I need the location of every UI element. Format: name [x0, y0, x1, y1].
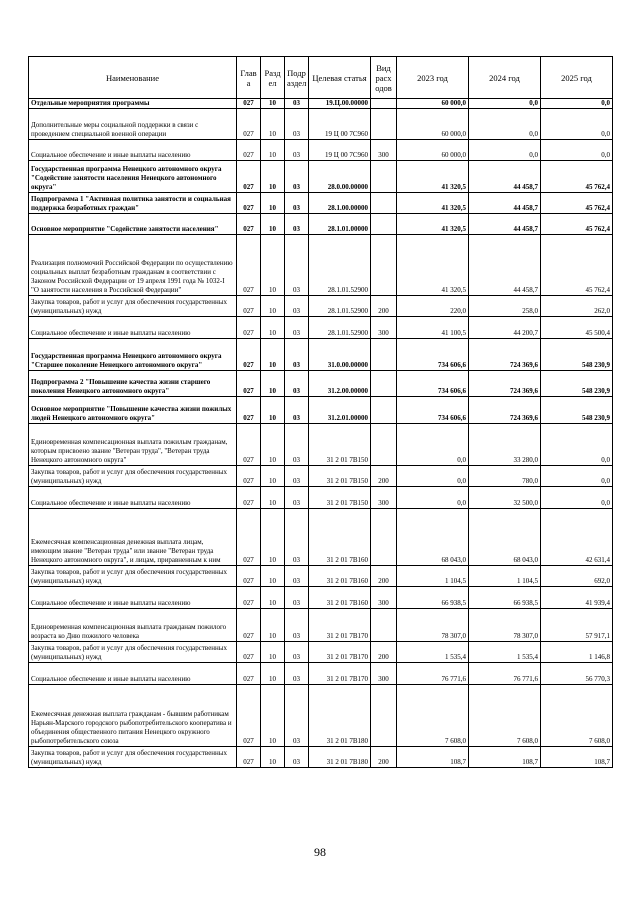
row-amount-2023-cell: 41 320,5	[397, 235, 469, 296]
row-amount-2024-cell: 33 280,0	[469, 424, 541, 466]
row-amount-2023-cell: 41 320,5	[397, 193, 469, 214]
row-target-article-cell: 28.1.01.52900	[309, 296, 371, 317]
row-subsection-cell: 03	[285, 317, 309, 339]
row-subsection-cell: 03	[285, 296, 309, 317]
row-target-article-cell: 31 2 01 7В170	[309, 609, 371, 642]
row-amount-2024-cell: 68 043,0	[469, 509, 541, 566]
row-expense-type-cell	[371, 161, 397, 193]
table-row	[29, 685, 613, 747]
row-amount-2025-cell: 45 762,4	[541, 193, 613, 214]
row-amount-2024-cell: 76 771,6	[469, 663, 541, 685]
row-name-cell: Отдельные мероприятия программы	[29, 99, 237, 109]
row-amount-2025-cell: 45 762,4	[541, 161, 613, 193]
row-name-cell: Социальное обеспечение и иные выплаты населению	[29, 663, 237, 685]
row-expense-type-cell	[371, 339, 397, 371]
row-section-cell: 10	[261, 487, 285, 509]
row-name-cell: Ежемесячная компенсационная денежная выплата лицам, имеющим звание "Ветеран труда" или звание "Ветеран труда Ненецкого автономного округа", и лицам, приравненным к ним	[29, 509, 237, 566]
row-subsection-cell: 03	[285, 642, 309, 663]
row-section-cell: 10	[261, 161, 285, 193]
row-subsection-cell: 03	[285, 140, 309, 161]
row-section-cell: 10	[261, 339, 285, 371]
row-target-article-cell: 31 2 01 7В160	[309, 587, 371, 609]
row-subsection-cell: 03	[285, 466, 309, 487]
row-amount-2023-cell: 60 000,0	[397, 109, 469, 140]
row-expense-type-cell: 300	[371, 487, 397, 509]
row-section-cell: 10	[261, 235, 285, 296]
row-amount-2023-cell: 734 606,6	[397, 339, 469, 371]
row-target-article-cell: 19 Ц 00 7С960	[309, 140, 371, 161]
row-subsection-cell: 03	[285, 663, 309, 685]
row-amount-2025-cell: 548 230,9	[541, 339, 613, 371]
row-amount-2023-cell: 7 608,0	[397, 685, 469, 747]
row-amount-2024-cell: 1 104,5	[469, 566, 541, 587]
row-amount-2024-cell: 7 608,0	[469, 685, 541, 747]
row-amount-2025-cell: 45 762,4	[541, 235, 613, 296]
header-glava: Глав а	[237, 57, 261, 99]
row-amount-2025-cell: 45 762,4	[541, 214, 613, 235]
row-amount-2025-cell: 45 500,4	[541, 317, 613, 339]
row-expense-type-cell: 200	[371, 566, 397, 587]
row-amount-2023-cell: 0,0	[397, 466, 469, 487]
table-row	[29, 161, 613, 193]
row-amount-2024-cell: 108,7	[469, 747, 541, 768]
table-row	[29, 642, 613, 663]
table-row	[29, 609, 613, 642]
row-section-cell: 10	[261, 642, 285, 663]
row-target-article-cell: 28.1.00.00000	[309, 193, 371, 214]
header-target-article: Целевая статья	[309, 57, 371, 99]
header-year-2023: 2023 год	[397, 57, 469, 99]
row-target-article-cell: 31.2.01.00000	[309, 397, 371, 424]
table-row	[29, 371, 613, 397]
row-target-article-cell: 19 Ц 00 7С960	[309, 109, 371, 140]
row-amount-2024-cell: 44 200,7	[469, 317, 541, 339]
row-target-article-cell: 19.Ц.00.00000	[309, 99, 371, 109]
row-expense-type-cell	[371, 99, 397, 109]
table-row	[29, 424, 613, 466]
row-name-cell: Единовременная компенсационная выплата гражданам пожилого возраста ко Дню пожилого человека	[29, 609, 237, 642]
row-target-article-cell: 31 2 01 7В170	[309, 642, 371, 663]
header-year-2024: 2024 год	[469, 57, 541, 99]
row-target-article-cell: 28.1.01.00000	[309, 214, 371, 235]
row-name-cell: Закупка товаров, работ и услуг для обеспечения государственных (муниципальных) нужд	[29, 642, 237, 663]
row-amount-2024-cell: 724 369,6	[469, 397, 541, 424]
row-amount-2025-cell: 0,0	[541, 424, 613, 466]
row-amount-2025-cell: 0,0	[541, 99, 613, 109]
row-amount-2025-cell: 0,0	[541, 487, 613, 509]
row-chapter-cell: 027	[237, 466, 261, 487]
row-name-cell: Реализация полномочий Российской Федерации по осуществлению социальных выплат безработным гражданам в соответствии с Законом Российской Федерации от 19 апреля 1991 года № 1032-I "О занятости населения в Российской Федерации"	[29, 235, 237, 296]
row-amount-2025-cell: 108,7	[541, 747, 613, 768]
row-expense-type-cell	[371, 509, 397, 566]
row-amount-2023-cell: 0,0	[397, 424, 469, 466]
row-chapter-cell: 027	[237, 161, 261, 193]
table-row	[29, 193, 613, 214]
row-section-cell: 10	[261, 317, 285, 339]
row-amount-2024-cell: 78 307,0	[469, 609, 541, 642]
row-section-cell: 10	[261, 109, 285, 140]
table-row	[29, 509, 613, 566]
row-expense-type-cell: 200	[371, 642, 397, 663]
row-section-cell: 10	[261, 663, 285, 685]
row-amount-2024-cell: 0,0	[469, 140, 541, 161]
row-amount-2025-cell: 262,0	[541, 296, 613, 317]
row-name-cell: Закупка товаров, работ и услуг для обеспечения государственных (муниципальных) нужд	[29, 466, 237, 487]
row-amount-2023-cell: 1 535,4	[397, 642, 469, 663]
row-amount-2025-cell: 57 917,1	[541, 609, 613, 642]
row-amount-2024-cell: 44 458,7	[469, 161, 541, 193]
row-section-cell: 10	[261, 99, 285, 109]
row-chapter-cell: 027	[237, 109, 261, 140]
table-row	[29, 747, 613, 768]
row-chapter-cell: 027	[237, 663, 261, 685]
row-chapter-cell: 027	[237, 296, 261, 317]
row-amount-2025-cell: 42 631,4	[541, 509, 613, 566]
row-amount-2024-cell: 32 500,0	[469, 487, 541, 509]
row-target-article-cell: 31 2 01 7В150	[309, 487, 371, 509]
row-subsection-cell: 03	[285, 109, 309, 140]
row-subsection-cell: 03	[285, 747, 309, 768]
row-amount-2024-cell: 44 458,7	[469, 235, 541, 296]
row-subsection-cell: 03	[285, 566, 309, 587]
row-subsection-cell: 03	[285, 509, 309, 566]
row-target-article-cell: 31 2 01 7В160	[309, 566, 371, 587]
row-chapter-cell: 027	[237, 371, 261, 397]
row-target-article-cell: 31.2.00.00000	[309, 371, 371, 397]
row-name-cell: Ежемесячная денежная выплата гражданам - бывшим работникам Нарьян-Марского городского рыбопотребительского кооператива и объединения общественного питания Ненецкого окружного рыбопотребительского союза	[29, 685, 237, 747]
row-name-cell: Единовременная компенсационная выплата пожилым гражданам, которым присвоено звание "Ветеран труда", "Ветеран труда Ненецкого автономного округа"	[29, 424, 237, 466]
row-amount-2023-cell: 41 320,5	[397, 214, 469, 235]
row-amount-2025-cell: 7 608,0	[541, 685, 613, 747]
row-amount-2023-cell: 734 606,6	[397, 371, 469, 397]
row-chapter-cell: 027	[237, 193, 261, 214]
row-name-cell: Основное мероприятие "Содействие занятости населения"	[29, 214, 237, 235]
row-target-article-cell: 31.0.00.00000	[309, 339, 371, 371]
row-subsection-cell: 03	[285, 214, 309, 235]
header-podrazdel: Подр аздел	[285, 57, 309, 99]
row-amount-2023-cell: 734 606,6	[397, 397, 469, 424]
row-amount-2023-cell: 41 320,5	[397, 161, 469, 193]
row-section-cell: 10	[261, 140, 285, 161]
row-chapter-cell: 027	[237, 339, 261, 371]
row-amount-2023-cell: 68 043,0	[397, 509, 469, 566]
header-name: Наименование	[29, 57, 237, 99]
row-amount-2024-cell: 724 369,6	[469, 339, 541, 371]
row-amount-2025-cell: 41 939,4	[541, 587, 613, 609]
row-amount-2025-cell: 548 230,9	[541, 371, 613, 397]
row-target-article-cell: 28.1.01.52900	[309, 235, 371, 296]
row-chapter-cell: 027	[237, 642, 261, 663]
row-section-cell: 10	[261, 466, 285, 487]
row-amount-2025-cell: 548 230,9	[541, 397, 613, 424]
row-name-cell: Дополнительные меры социальной поддержки в связи с проведением специальной военной операции	[29, 109, 237, 140]
row-chapter-cell: 027	[237, 587, 261, 609]
row-expense-type-cell	[371, 685, 397, 747]
row-amount-2025-cell: 0,0	[541, 140, 613, 161]
row-target-article-cell: 31 2 01 7В170	[309, 663, 371, 685]
row-expense-type-cell: 300	[371, 663, 397, 685]
header-year-2025: 2025 год	[541, 57, 613, 99]
row-chapter-cell: 027	[237, 99, 261, 109]
row-expense-type-cell	[371, 235, 397, 296]
row-name-cell: Социальное обеспечение и иные выплаты населению	[29, 317, 237, 339]
row-chapter-cell: 027	[237, 487, 261, 509]
row-chapter-cell: 027	[237, 566, 261, 587]
row-subsection-cell: 03	[285, 161, 309, 193]
table-row	[29, 109, 613, 140]
table-header-row	[29, 57, 613, 99]
row-expense-type-cell	[371, 609, 397, 642]
table-row	[29, 317, 613, 339]
row-chapter-cell: 027	[237, 235, 261, 296]
table-row	[29, 296, 613, 317]
row-chapter-cell: 027	[237, 317, 261, 339]
row-chapter-cell: 027	[237, 140, 261, 161]
row-chapter-cell: 027	[237, 747, 261, 768]
row-section-cell: 10	[261, 296, 285, 317]
row-amount-2023-cell: 60 000,0	[397, 99, 469, 109]
row-chapter-cell: 027	[237, 509, 261, 566]
table-row	[29, 587, 613, 609]
row-amount-2025-cell: 1 146,8	[541, 642, 613, 663]
row-target-article-cell: 31 2 01 7В180	[309, 685, 371, 747]
row-subsection-cell: 03	[285, 424, 309, 466]
row-target-article-cell: 31 2 01 7В180	[309, 747, 371, 768]
row-expense-type-cell: 300	[371, 587, 397, 609]
table-row	[29, 487, 613, 509]
row-name-cell: Закупка товаров, работ и услуг для обеспечения государственных (муниципальных) нужд	[29, 296, 237, 317]
row-amount-2025-cell: 0,0	[541, 466, 613, 487]
row-target-article-cell: 28.1.01.52900	[309, 317, 371, 339]
row-amount-2023-cell: 220,0	[397, 296, 469, 317]
row-amount-2023-cell: 41 100,5	[397, 317, 469, 339]
row-name-cell: Основное мероприятие "Повышение качества жизни пожилых людей Ненецкого автономного округа"	[29, 397, 237, 424]
table-row	[29, 214, 613, 235]
row-section-cell: 10	[261, 509, 285, 566]
row-expense-type-cell: 200	[371, 466, 397, 487]
row-section-cell: 10	[261, 587, 285, 609]
budget-table	[28, 56, 613, 768]
row-chapter-cell: 027	[237, 609, 261, 642]
header-razdel: Разд ел	[261, 57, 285, 99]
row-subsection-cell: 03	[285, 609, 309, 642]
row-expense-type-cell: 200	[371, 296, 397, 317]
row-amount-2024-cell: 724 369,6	[469, 371, 541, 397]
header-expense-type: Вид расх одов	[371, 57, 397, 99]
row-amount-2023-cell: 0,0	[397, 487, 469, 509]
page-number: 98	[314, 845, 326, 859]
row-section-cell: 10	[261, 214, 285, 235]
row-subsection-cell: 03	[285, 397, 309, 424]
row-amount-2024-cell: 0,0	[469, 99, 541, 109]
budget-table-container	[28, 56, 612, 768]
row-chapter-cell: 027	[237, 685, 261, 747]
row-amount-2023-cell: 108,7	[397, 747, 469, 768]
row-amount-2023-cell: 76 771,6	[397, 663, 469, 685]
row-amount-2024-cell: 44 458,7	[469, 214, 541, 235]
row-expense-type-cell	[371, 109, 397, 140]
table-row	[29, 99, 613, 109]
row-expense-type-cell: 300	[371, 140, 397, 161]
row-expense-type-cell: 300	[371, 317, 397, 339]
row-name-cell: Закупка товаров, работ и услуг для обеспечения государственных (муниципальных) нужд	[29, 747, 237, 768]
row-section-cell: 10	[261, 371, 285, 397]
row-expense-type-cell	[371, 397, 397, 424]
row-section-cell: 10	[261, 747, 285, 768]
row-expense-type-cell	[371, 371, 397, 397]
row-amount-2023-cell: 66 938,5	[397, 587, 469, 609]
row-chapter-cell: 027	[237, 214, 261, 235]
row-amount-2024-cell: 1 535,4	[469, 642, 541, 663]
table-row	[29, 397, 613, 424]
row-chapter-cell: 027	[237, 424, 261, 466]
row-expense-type-cell	[371, 424, 397, 466]
row-name-cell: Государственная программа Ненецкого автономного округа "Содействие занятости населения Ненецкого автономного округа"	[29, 161, 237, 193]
row-amount-2023-cell: 78 307,0	[397, 609, 469, 642]
row-amount-2024-cell: 44 458,7	[469, 193, 541, 214]
row-name-cell: Закупка товаров, работ и услуг для обеспечения государственных (муниципальных) нужд	[29, 566, 237, 587]
row-name-cell: Подпрограмма 2 "Повышение качества жизни старшего поколения Ненецкого автономного округа"	[29, 371, 237, 397]
row-chapter-cell: 027	[237, 397, 261, 424]
row-section-cell: 10	[261, 397, 285, 424]
row-amount-2024-cell: 258,0	[469, 296, 541, 317]
row-subsection-cell: 03	[285, 685, 309, 747]
row-section-cell: 10	[261, 609, 285, 642]
row-amount-2023-cell: 1 104,5	[397, 566, 469, 587]
row-name-cell: Социальное обеспечение и иные выплаты населению	[29, 587, 237, 609]
row-subsection-cell: 03	[285, 193, 309, 214]
row-name-cell: Подпрограмма 1 "Активная политика занятости и социальная поддержка безработных граждан"	[29, 193, 237, 214]
row-subsection-cell: 03	[285, 99, 309, 109]
row-expense-type-cell: 200	[371, 747, 397, 768]
row-target-article-cell: 31 2 01 7В150	[309, 424, 371, 466]
table-row	[29, 339, 613, 371]
row-subsection-cell: 03	[285, 339, 309, 371]
table-row	[29, 140, 613, 161]
table-row	[29, 566, 613, 587]
row-section-cell: 10	[261, 685, 285, 747]
table-row	[29, 235, 613, 296]
row-amount-2024-cell: 66 938,5	[469, 587, 541, 609]
row-target-article-cell: 31 2 01 7В160	[309, 509, 371, 566]
row-subsection-cell: 03	[285, 371, 309, 397]
row-amount-2025-cell: 56 770,3	[541, 663, 613, 685]
row-name-cell: Социальное обеспечение и иные выплаты населению	[29, 487, 237, 509]
row-amount-2024-cell: 780,0	[469, 466, 541, 487]
row-expense-type-cell	[371, 214, 397, 235]
row-section-cell: 10	[261, 424, 285, 466]
row-subsection-cell: 03	[285, 235, 309, 296]
row-expense-type-cell	[371, 193, 397, 214]
row-target-article-cell: 28.0.00.00000	[309, 161, 371, 193]
row-target-article-cell: 31 2 01 7В150	[309, 466, 371, 487]
row-subsection-cell: 03	[285, 587, 309, 609]
table-row	[29, 663, 613, 685]
row-name-cell: Государственная программа Ненецкого автономного округа "Старшее поколение Ненецкого автономного округа"	[29, 339, 237, 371]
row-amount-2023-cell: 60 000,0	[397, 140, 469, 161]
table-row	[29, 466, 613, 487]
row-name-cell: Социальное обеспечение и иные выплаты населению	[29, 140, 237, 161]
table-body	[29, 99, 613, 768]
row-amount-2024-cell: 0,0	[469, 109, 541, 140]
row-section-cell: 10	[261, 566, 285, 587]
row-section-cell: 10	[261, 193, 285, 214]
row-subsection-cell: 03	[285, 487, 309, 509]
row-amount-2025-cell: 0,0	[541, 109, 613, 140]
row-amount-2025-cell: 692,0	[541, 566, 613, 587]
